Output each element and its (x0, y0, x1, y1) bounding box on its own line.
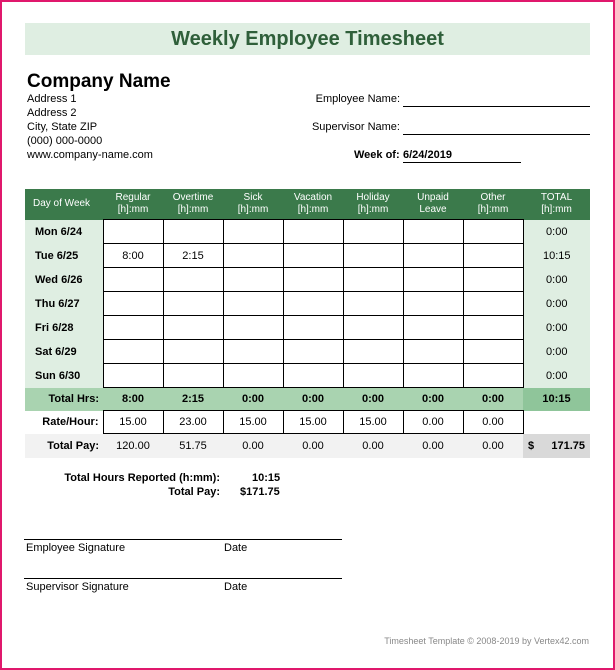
total-pay-cell: 0.00 (403, 434, 463, 459)
hours-cell[interactable] (463, 268, 523, 292)
header-unpaid-leave: Unpaid Leave (403, 189, 463, 220)
hours-cell[interactable] (103, 220, 163, 244)
header-row (25, 189, 590, 220)
week-of-field[interactable]: 6/24/2019 (403, 149, 521, 163)
day-total: 0:00 (523, 268, 590, 292)
hours-cell[interactable] (283, 364, 343, 388)
hours-cell[interactable] (343, 244, 403, 268)
hours-cell[interactable] (403, 340, 463, 364)
hours-cell[interactable] (163, 340, 223, 364)
total-hours-cell: 0:00 (403, 388, 463, 411)
header-overtime: Overtime [h]:mm (163, 189, 223, 220)
total-pay-cell: 0.00 (223, 434, 283, 459)
hours-cell[interactable]: 8:00 (103, 244, 163, 268)
total-pay-label: Total Pay: (25, 434, 103, 459)
hours-cell[interactable] (463, 244, 523, 268)
hours-cell[interactable] (103, 268, 163, 292)
hours-cell[interactable] (103, 316, 163, 340)
day-label: Mon 6/24 (25, 220, 103, 244)
summary-hours-value: 10:15 (252, 472, 281, 484)
hours-cell[interactable] (103, 340, 163, 364)
hours-cell[interactable] (403, 292, 463, 316)
day-row (25, 244, 590, 268)
total-hours-cell: 0:00 (343, 388, 403, 411)
total-pay-row (25, 434, 590, 459)
day-row (25, 340, 590, 364)
hours-cell[interactable] (283, 292, 343, 316)
employee-name-label: Employee Name: (315, 93, 400, 105)
page-title: Weekly Employee Timesheet (25, 23, 590, 55)
hours-cell[interactable] (463, 340, 523, 364)
hours-cell[interactable] (223, 316, 283, 340)
day-label: Sun 6/30 (25, 364, 103, 388)
hours-cell[interactable] (283, 268, 343, 292)
hours-cell[interactable] (343, 268, 403, 292)
day-row (25, 364, 590, 388)
supervisor-name-field[interactable] (403, 121, 590, 135)
summary-hours-label: Total Hours Reported (h:mm): (64, 472, 220, 484)
day-label: Fri 6/28 (25, 316, 103, 340)
total-pay-cell: 120.00 (103, 434, 163, 459)
employee-signature-line[interactable] (24, 539, 342, 540)
hours-cell[interactable] (283, 340, 343, 364)
hours-cell[interactable] (103, 292, 163, 316)
hours-cell[interactable] (223, 292, 283, 316)
day-total: 0:00 (523, 316, 590, 340)
day-label: Tue 6/25 (25, 244, 103, 268)
hours-cell[interactable] (223, 340, 283, 364)
hours-cell[interactable] (403, 316, 463, 340)
day-total: 0:00 (523, 364, 590, 388)
rate-cell[interactable]: 15.00 (103, 411, 163, 434)
summary-pay-label: Total Pay: (168, 486, 220, 498)
total-pay-cell: 0.00 (283, 434, 343, 459)
day-row (25, 316, 590, 340)
rate-cell[interactable]: 0.00 (463, 411, 523, 434)
day-label: Sat 6/29 (25, 340, 103, 364)
total-pay-cell: 51.75 (163, 434, 223, 459)
total-pay-grand-value: 171.75 (551, 439, 585, 452)
rate-cell[interactable]: 15.00 (283, 411, 343, 434)
total-hours-cell: 2:15 (163, 388, 223, 411)
hours-cell[interactable] (283, 244, 343, 268)
rate-cell[interactable]: 15.00 (343, 411, 403, 434)
day-row (25, 292, 590, 316)
day-total: 10:15 (523, 244, 590, 268)
hours-cell[interactable] (343, 292, 403, 316)
hours-cell[interactable] (403, 364, 463, 388)
rate-empty (523, 411, 590, 434)
header-day: Day of Week (25, 189, 103, 220)
header-total: TOTAL [h]:mm (523, 189, 590, 220)
hours-cell[interactable] (163, 268, 223, 292)
hours-cell[interactable] (403, 220, 463, 244)
header-sick: Sick [h]:mm (223, 189, 283, 220)
header-vacation: Vacation [h]:mm (283, 189, 343, 220)
day-label: Thu 6/27 (25, 292, 103, 316)
day-row (25, 220, 590, 244)
currency-symbol: $ (528, 439, 535, 452)
hours-cell[interactable]: 2:15 (163, 244, 223, 268)
hours-cell[interactable] (283, 316, 343, 340)
rate-cell[interactable]: 23.00 (163, 411, 223, 434)
day-total: 0:00 (523, 340, 590, 364)
total-hours-label: Total Hrs: (25, 388, 103, 411)
hours-cell[interactable] (163, 220, 223, 244)
total-pay-cell: 0.00 (463, 434, 523, 459)
company-phone: (000) 000-0000 (27, 135, 103, 147)
employee-date-label: Date (224, 542, 248, 554)
timesheet-table (25, 189, 590, 458)
hours-cell[interactable] (343, 316, 403, 340)
company-website: www.company-name.com (27, 149, 153, 161)
hours-cell[interactable] (403, 244, 463, 268)
total-hours-row (25, 388, 590, 411)
hours-cell[interactable] (463, 316, 523, 340)
week-of-label: Week of: (354, 149, 400, 161)
rate-row (25, 411, 590, 434)
employee-name-field[interactable] (403, 93, 590, 107)
company-name: Company Name (27, 71, 171, 92)
header-regular: Regular [h]:mm (103, 189, 163, 220)
total-pay-grand (523, 434, 590, 459)
hours-cell[interactable] (463, 364, 523, 388)
total-hours-cell: 0:00 (223, 388, 283, 411)
total-hours-cell: 0:00 (283, 388, 343, 411)
supervisor-date-label: Date (224, 581, 248, 593)
hours-cell[interactable] (403, 268, 463, 292)
company-address2: Address 2 (27, 107, 77, 119)
hours-cell[interactable] (163, 364, 223, 388)
hours-cell[interactable] (163, 316, 223, 340)
hours-cell[interactable] (463, 220, 523, 244)
hours-cell[interactable] (463, 292, 523, 316)
rate-cell[interactable]: 15.00 (223, 411, 283, 434)
day-row (25, 268, 590, 292)
day-label: Wed 6/26 (25, 268, 103, 292)
day-total: 0:00 (523, 292, 590, 316)
supervisor-signature-line[interactable] (24, 578, 342, 579)
hours-cell[interactable] (343, 364, 403, 388)
supervisor-signature-label: Supervisor Signature (26, 581, 129, 593)
total-pay-cell: 0.00 (343, 434, 403, 459)
header-holiday: Holiday [h]:mm (343, 189, 403, 220)
supervisor-name-label: Supervisor Name: (311, 121, 400, 133)
total-hours-cell: 8:00 (103, 388, 163, 411)
total-hours-grand: 10:15 (523, 388, 590, 411)
day-total: 0:00 (523, 220, 590, 244)
company-city-state-zip: City, State ZIP (27, 121, 98, 133)
summary-pay-value: $171.75 (240, 486, 280, 498)
hours-cell[interactable] (223, 244, 283, 268)
hours-cell[interactable] (163, 292, 223, 316)
header-other: Other [h]:mm (463, 189, 523, 220)
hours-cell[interactable] (223, 220, 283, 244)
footer-credit: Timesheet Template © 2008-2019 by Vertex42.com (384, 636, 589, 646)
rate-label: Rate/Hour: (42, 416, 99, 428)
employee-signature-label: Employee Signature (26, 542, 126, 554)
hours-cell[interactable] (343, 340, 403, 364)
hours-cell[interactable] (283, 220, 343, 244)
hours-cell[interactable] (103, 364, 163, 388)
hours-cell[interactable] (223, 268, 283, 292)
hours-cell[interactable] (223, 364, 283, 388)
total-hours-cell: 0:00 (463, 388, 523, 411)
company-address1: Address 1 (27, 93, 77, 105)
rate-cell[interactable]: 0.00 (403, 411, 463, 434)
hours-cell[interactable] (343, 220, 403, 244)
